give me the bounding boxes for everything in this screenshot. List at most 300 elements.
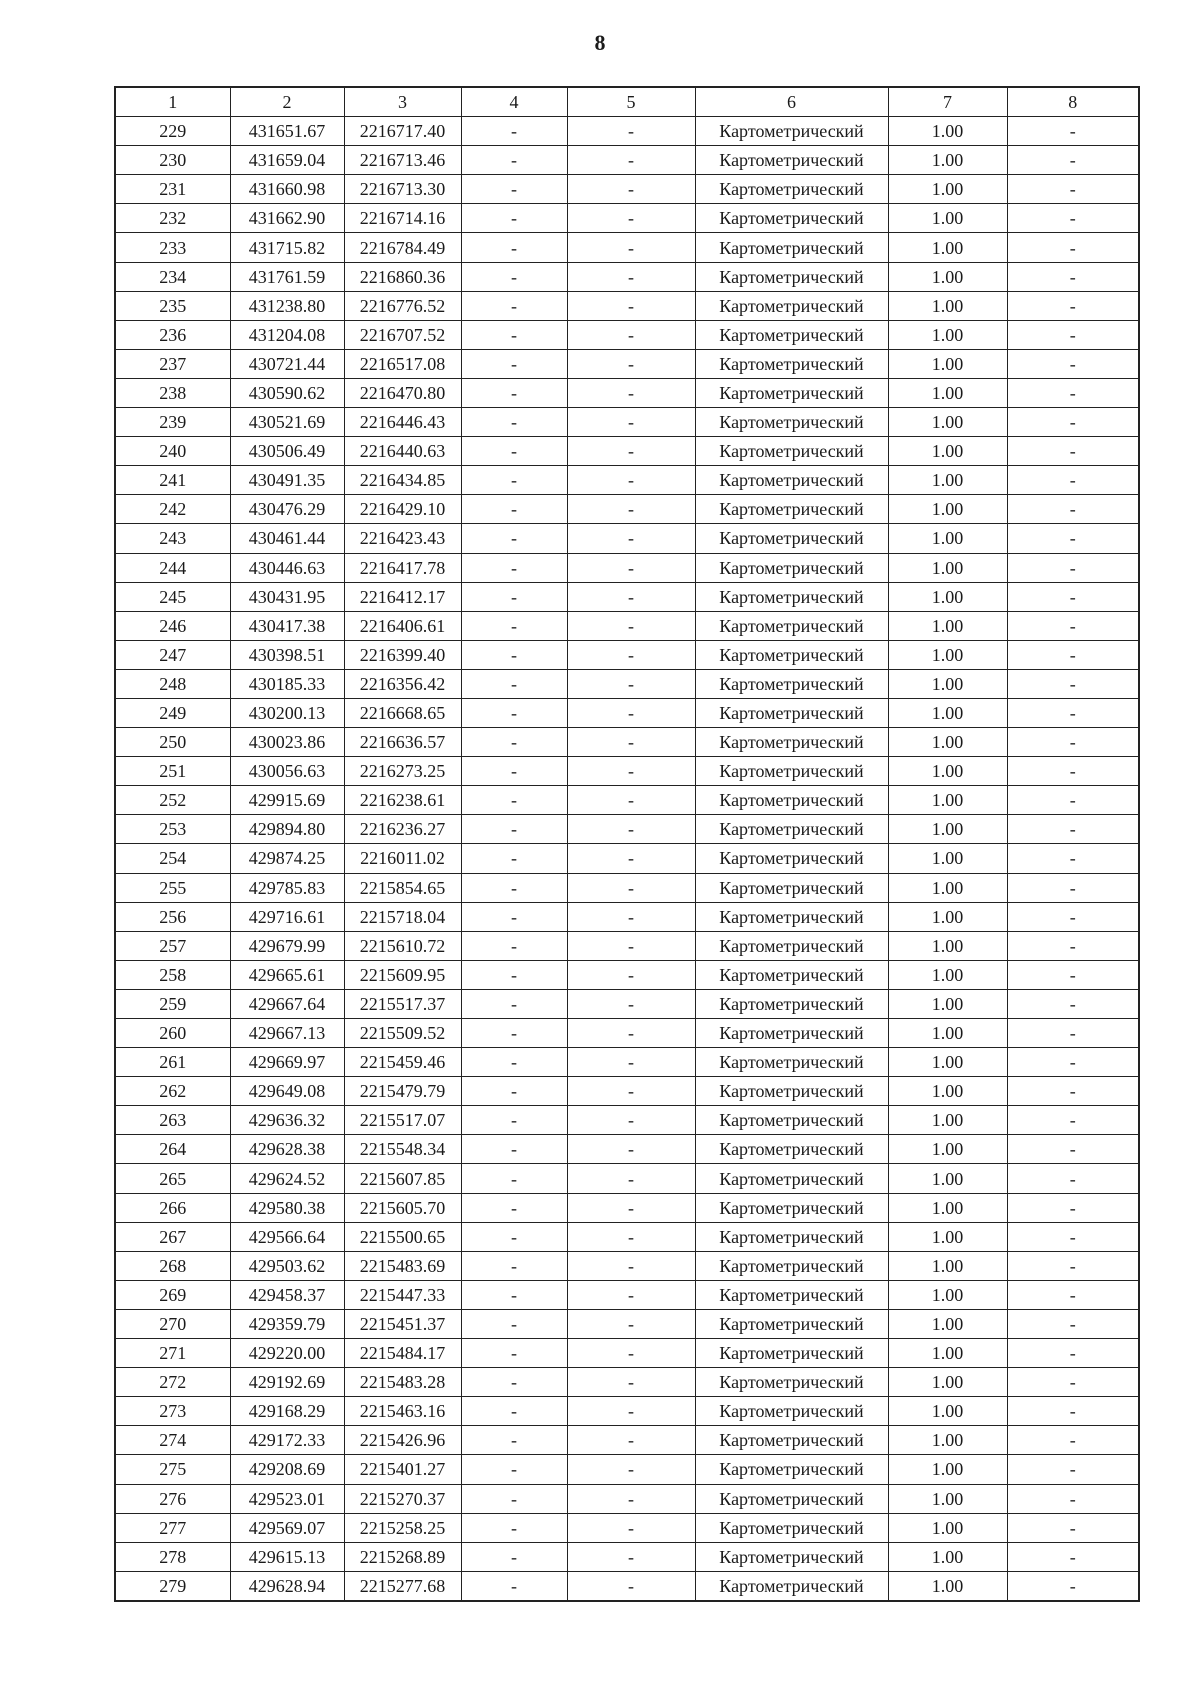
x-coordinate-cell: 431662.90 xyxy=(230,204,344,233)
col-4-value-cell: - xyxy=(461,1251,567,1280)
x-coordinate-cell: 429569.07 xyxy=(230,1513,344,1542)
point-number-cell: 229 xyxy=(115,117,230,146)
col-4-value-cell: - xyxy=(461,1135,567,1164)
y-coordinate-cell: 2215854.65 xyxy=(344,873,461,902)
col-4-value-cell: - xyxy=(461,1339,567,1368)
col-8-value-cell: - xyxy=(1007,1193,1139,1222)
point-number-cell: 230 xyxy=(115,146,230,175)
x-coordinate-cell: 431761.59 xyxy=(230,262,344,291)
x-coordinate-cell: 429915.69 xyxy=(230,786,344,815)
point-number-cell: 271 xyxy=(115,1339,230,1368)
col-4-value-cell: - xyxy=(461,1397,567,1426)
method-cell: Картометрический xyxy=(695,582,888,611)
y-coordinate-cell: 2215426.96 xyxy=(344,1426,461,1455)
column-header-6: 6 xyxy=(695,87,888,117)
col-4-value-cell: - xyxy=(461,320,567,349)
col-4-value-cell: - xyxy=(461,902,567,931)
method-cell: Картометрический xyxy=(695,1513,888,1542)
accuracy-cell: 1.00 xyxy=(888,902,1007,931)
table-row xyxy=(115,291,1139,320)
x-coordinate-cell: 430185.33 xyxy=(230,669,344,698)
table-row xyxy=(115,1455,1139,1484)
table-row xyxy=(115,669,1139,698)
y-coordinate-cell: 2216356.42 xyxy=(344,669,461,698)
method-cell: Картометрический xyxy=(695,320,888,349)
accuracy-cell: 1.00 xyxy=(888,786,1007,815)
point-number-cell: 276 xyxy=(115,1484,230,1513)
col-5-value-cell: - xyxy=(567,291,695,320)
table-row xyxy=(115,786,1139,815)
point-number-cell: 249 xyxy=(115,698,230,727)
table-row xyxy=(115,1048,1139,1077)
y-coordinate-cell: 2216776.52 xyxy=(344,291,461,320)
y-coordinate-cell: 2216412.17 xyxy=(344,582,461,611)
method-cell: Картометрический xyxy=(695,349,888,378)
point-number-cell: 254 xyxy=(115,844,230,873)
accuracy-cell: 1.00 xyxy=(888,960,1007,989)
table-row xyxy=(115,524,1139,553)
col-5-value-cell: - xyxy=(567,495,695,524)
col-8-value-cell: - xyxy=(1007,757,1139,786)
accuracy-cell: 1.00 xyxy=(888,1571,1007,1601)
col-8-value-cell: - xyxy=(1007,495,1139,524)
col-4-value-cell: - xyxy=(461,1426,567,1455)
point-number-cell: 247 xyxy=(115,640,230,669)
x-coordinate-cell: 430200.13 xyxy=(230,698,344,727)
table-row xyxy=(115,1513,1139,1542)
x-coordinate-cell: 431715.82 xyxy=(230,233,344,262)
accuracy-cell: 1.00 xyxy=(888,1280,1007,1309)
point-number-cell: 231 xyxy=(115,175,230,204)
method-cell: Картометрический xyxy=(695,844,888,873)
method-cell: Картометрический xyxy=(695,175,888,204)
col-4-value-cell: - xyxy=(461,262,567,291)
col-5-value-cell: - xyxy=(567,320,695,349)
col-4-value-cell: - xyxy=(461,989,567,1018)
col-8-value-cell: - xyxy=(1007,262,1139,291)
column-header-4: 4 xyxy=(461,87,567,117)
col-8-value-cell: - xyxy=(1007,117,1139,146)
accuracy-cell: 1.00 xyxy=(888,233,1007,262)
col-8-value-cell: - xyxy=(1007,408,1139,437)
accuracy-cell: 1.00 xyxy=(888,204,1007,233)
table-row xyxy=(115,640,1139,669)
x-coordinate-cell: 430476.29 xyxy=(230,495,344,524)
col-4-value-cell: - xyxy=(461,757,567,786)
point-number-cell: 267 xyxy=(115,1222,230,1251)
col-4-value-cell: - xyxy=(461,553,567,582)
y-coordinate-cell: 2215277.68 xyxy=(344,1571,461,1601)
y-coordinate-cell: 2216273.25 xyxy=(344,757,461,786)
x-coordinate-cell: 430023.86 xyxy=(230,728,344,757)
col-4-value-cell: - xyxy=(461,1542,567,1571)
point-number-cell: 258 xyxy=(115,960,230,989)
col-4-value-cell: - xyxy=(461,698,567,727)
col-5-value-cell: - xyxy=(567,1193,695,1222)
col-8-value-cell: - xyxy=(1007,931,1139,960)
col-4-value-cell: - xyxy=(461,873,567,902)
col-4-value-cell: - xyxy=(461,1193,567,1222)
y-coordinate-cell: 2215479.79 xyxy=(344,1077,461,1106)
accuracy-cell: 1.00 xyxy=(888,1251,1007,1280)
table-row xyxy=(115,1280,1139,1309)
col-4-value-cell: - xyxy=(461,117,567,146)
table-row xyxy=(115,378,1139,407)
col-5-value-cell: - xyxy=(567,1309,695,1338)
accuracy-cell: 1.00 xyxy=(888,1455,1007,1484)
x-coordinate-cell: 430461.44 xyxy=(230,524,344,553)
x-coordinate-cell: 430506.49 xyxy=(230,437,344,466)
point-number-cell: 241 xyxy=(115,466,230,495)
y-coordinate-cell: 2216417.78 xyxy=(344,553,461,582)
accuracy-cell: 1.00 xyxy=(888,1048,1007,1077)
table-row xyxy=(115,1542,1139,1571)
col-5-value-cell: - xyxy=(567,786,695,815)
col-8-value-cell: - xyxy=(1007,844,1139,873)
point-number-cell: 242 xyxy=(115,495,230,524)
method-cell: Картометрический xyxy=(695,786,888,815)
col-5-value-cell: - xyxy=(567,466,695,495)
table-row xyxy=(115,1222,1139,1251)
y-coordinate-cell: 2216011.02 xyxy=(344,844,461,873)
method-cell: Картометрический xyxy=(695,728,888,757)
y-coordinate-cell: 2215610.72 xyxy=(344,931,461,960)
column-header-7: 7 xyxy=(888,87,1007,117)
table-row xyxy=(115,1426,1139,1455)
col-8-value-cell: - xyxy=(1007,698,1139,727)
table-row xyxy=(115,1164,1139,1193)
x-coordinate-cell: 429208.69 xyxy=(230,1455,344,1484)
col-8-value-cell: - xyxy=(1007,1309,1139,1338)
table-row xyxy=(115,1339,1139,1368)
y-coordinate-cell: 2215607.85 xyxy=(344,1164,461,1193)
col-8-value-cell: - xyxy=(1007,1513,1139,1542)
col-8-value-cell: - xyxy=(1007,553,1139,582)
table-row xyxy=(115,1571,1139,1601)
accuracy-cell: 1.00 xyxy=(888,349,1007,378)
col-4-value-cell: - xyxy=(461,204,567,233)
col-8-value-cell: - xyxy=(1007,1135,1139,1164)
table-row xyxy=(115,117,1139,146)
y-coordinate-cell: 2216236.27 xyxy=(344,815,461,844)
col-4-value-cell: - xyxy=(461,786,567,815)
method-cell: Картометрический xyxy=(695,757,888,786)
col-8-value-cell: - xyxy=(1007,728,1139,757)
method-cell: Картометрический xyxy=(695,1135,888,1164)
col-4-value-cell: - xyxy=(461,1077,567,1106)
y-coordinate-cell: 2215268.89 xyxy=(344,1542,461,1571)
point-number-cell: 237 xyxy=(115,349,230,378)
accuracy-cell: 1.00 xyxy=(888,466,1007,495)
col-5-value-cell: - xyxy=(567,1106,695,1135)
accuracy-cell: 1.00 xyxy=(888,1193,1007,1222)
col-5-value-cell: - xyxy=(567,1455,695,1484)
x-coordinate-cell: 430521.69 xyxy=(230,408,344,437)
col-4-value-cell: - xyxy=(461,728,567,757)
y-coordinate-cell: 2216668.65 xyxy=(344,698,461,727)
accuracy-cell: 1.00 xyxy=(888,757,1007,786)
col-8-value-cell: - xyxy=(1007,1106,1139,1135)
y-coordinate-cell: 2215483.28 xyxy=(344,1368,461,1397)
col-4-value-cell: - xyxy=(461,437,567,466)
point-number-cell: 256 xyxy=(115,902,230,931)
table-row xyxy=(115,175,1139,204)
y-coordinate-cell: 2216440.63 xyxy=(344,437,461,466)
col-4-value-cell: - xyxy=(461,291,567,320)
col-4-value-cell: - xyxy=(461,233,567,262)
point-number-cell: 273 xyxy=(115,1397,230,1426)
point-number-cell: 243 xyxy=(115,524,230,553)
accuracy-cell: 1.00 xyxy=(888,1019,1007,1048)
y-coordinate-cell: 2215258.25 xyxy=(344,1513,461,1542)
col-8-value-cell: - xyxy=(1007,1397,1139,1426)
col-8-value-cell: - xyxy=(1007,989,1139,1018)
col-8-value-cell: - xyxy=(1007,611,1139,640)
point-number-cell: 270 xyxy=(115,1309,230,1338)
col-8-value-cell: - xyxy=(1007,582,1139,611)
col-4-value-cell: - xyxy=(461,815,567,844)
table-row xyxy=(115,1193,1139,1222)
table-row xyxy=(115,611,1139,640)
y-coordinate-cell: 2215718.04 xyxy=(344,902,461,931)
method-cell: Картометрический xyxy=(695,1339,888,1368)
accuracy-cell: 1.00 xyxy=(888,989,1007,1018)
x-coordinate-cell: 429665.61 xyxy=(230,960,344,989)
y-coordinate-cell: 2216429.10 xyxy=(344,495,461,524)
table-row xyxy=(115,262,1139,291)
col-8-value-cell: - xyxy=(1007,1455,1139,1484)
col-5-value-cell: - xyxy=(567,1484,695,1513)
y-coordinate-cell: 2216636.57 xyxy=(344,728,461,757)
accuracy-cell: 1.00 xyxy=(888,815,1007,844)
method-cell: Картометрический xyxy=(695,204,888,233)
x-coordinate-cell: 429566.64 xyxy=(230,1222,344,1251)
table-row xyxy=(115,146,1139,175)
x-coordinate-cell: 430056.63 xyxy=(230,757,344,786)
y-coordinate-cell: 2215483.69 xyxy=(344,1251,461,1280)
y-coordinate-cell: 2215517.37 xyxy=(344,989,461,1018)
method-cell: Картометрический xyxy=(695,1397,888,1426)
col-8-value-cell: - xyxy=(1007,378,1139,407)
x-coordinate-cell: 430431.95 xyxy=(230,582,344,611)
col-5-value-cell: - xyxy=(567,728,695,757)
y-coordinate-cell: 2216406.61 xyxy=(344,611,461,640)
col-5-value-cell: - xyxy=(567,611,695,640)
accuracy-cell: 1.00 xyxy=(888,669,1007,698)
accuracy-cell: 1.00 xyxy=(888,698,1007,727)
accuracy-cell: 1.00 xyxy=(888,262,1007,291)
y-coordinate-cell: 2215509.52 xyxy=(344,1019,461,1048)
col-8-value-cell: - xyxy=(1007,1426,1139,1455)
accuracy-cell: 1.00 xyxy=(888,1426,1007,1455)
accuracy-cell: 1.00 xyxy=(888,1513,1007,1542)
table-body xyxy=(115,117,1139,1601)
col-5-value-cell: - xyxy=(567,1571,695,1601)
col-4-value-cell: - xyxy=(461,524,567,553)
y-coordinate-cell: 2216238.61 xyxy=(344,786,461,815)
method-cell: Картометрический xyxy=(695,1484,888,1513)
point-number-cell: 239 xyxy=(115,408,230,437)
method-cell: Картометрический xyxy=(695,931,888,960)
method-cell: Картометрический xyxy=(695,1426,888,1455)
x-coordinate-cell: 429458.37 xyxy=(230,1280,344,1309)
accuracy-cell: 1.00 xyxy=(888,1077,1007,1106)
y-coordinate-cell: 2216714.16 xyxy=(344,204,461,233)
table-row xyxy=(115,233,1139,262)
method-cell: Картометрический xyxy=(695,117,888,146)
col-8-value-cell: - xyxy=(1007,1542,1139,1571)
x-coordinate-cell: 429172.33 xyxy=(230,1426,344,1455)
table-row xyxy=(115,1309,1139,1338)
y-coordinate-cell: 2216423.43 xyxy=(344,524,461,553)
col-4-value-cell: - xyxy=(461,1048,567,1077)
y-coordinate-cell: 2216717.40 xyxy=(344,117,461,146)
method-cell: Картометрический xyxy=(695,1571,888,1601)
col-8-value-cell: - xyxy=(1007,960,1139,989)
col-5-value-cell: - xyxy=(567,117,695,146)
y-coordinate-cell: 2215447.33 xyxy=(344,1280,461,1309)
col-5-value-cell: - xyxy=(567,1426,695,1455)
col-8-value-cell: - xyxy=(1007,1368,1139,1397)
point-number-cell: 240 xyxy=(115,437,230,466)
col-8-value-cell: - xyxy=(1007,1280,1139,1309)
col-8-value-cell: - xyxy=(1007,466,1139,495)
point-number-cell: 248 xyxy=(115,669,230,698)
x-coordinate-cell: 429785.83 xyxy=(230,873,344,902)
col-5-value-cell: - xyxy=(567,378,695,407)
col-4-value-cell: - xyxy=(461,669,567,698)
method-cell: Картометрический xyxy=(695,437,888,466)
x-coordinate-cell: 429894.80 xyxy=(230,815,344,844)
col-5-value-cell: - xyxy=(567,437,695,466)
method-cell: Картометрический xyxy=(695,524,888,553)
table-row xyxy=(115,204,1139,233)
accuracy-cell: 1.00 xyxy=(888,1542,1007,1571)
accuracy-cell: 1.00 xyxy=(888,1309,1007,1338)
table-row xyxy=(115,1251,1139,1280)
y-coordinate-cell: 2215459.46 xyxy=(344,1048,461,1077)
method-cell: Картометрический xyxy=(695,1280,888,1309)
accuracy-cell: 1.00 xyxy=(888,1135,1007,1164)
col-5-value-cell: - xyxy=(567,175,695,204)
y-coordinate-cell: 2216470.80 xyxy=(344,378,461,407)
x-coordinate-cell: 430417.38 xyxy=(230,611,344,640)
col-5-value-cell: - xyxy=(567,146,695,175)
col-8-value-cell: - xyxy=(1007,1019,1139,1048)
col-4-value-cell: - xyxy=(461,408,567,437)
col-5-value-cell: - xyxy=(567,844,695,873)
col-8-value-cell: - xyxy=(1007,233,1139,262)
table-header xyxy=(115,87,1139,117)
y-coordinate-cell: 2215463.16 xyxy=(344,1397,461,1426)
method-cell: Картометрический xyxy=(695,873,888,902)
column-header-8: 8 xyxy=(1007,87,1139,117)
col-5-value-cell: - xyxy=(567,960,695,989)
col-5-value-cell: - xyxy=(567,1019,695,1048)
point-number-cell: 251 xyxy=(115,757,230,786)
table-row xyxy=(115,495,1139,524)
x-coordinate-cell: 431660.98 xyxy=(230,175,344,204)
point-number-cell: 252 xyxy=(115,786,230,815)
col-5-value-cell: - xyxy=(567,757,695,786)
col-4-value-cell: - xyxy=(461,931,567,960)
point-number-cell: 262 xyxy=(115,1077,230,1106)
accuracy-cell: 1.00 xyxy=(888,1164,1007,1193)
col-5-value-cell: - xyxy=(567,815,695,844)
col-4-value-cell: - xyxy=(461,1455,567,1484)
col-4-value-cell: - xyxy=(461,466,567,495)
col-4-value-cell: - xyxy=(461,1106,567,1135)
point-number-cell: 278 xyxy=(115,1542,230,1571)
col-5-value-cell: - xyxy=(567,582,695,611)
column-header-1: 1 xyxy=(115,87,230,117)
coordinates-table xyxy=(114,86,1140,1602)
method-cell: Картометрический xyxy=(695,408,888,437)
method-cell: Картометрический xyxy=(695,669,888,698)
y-coordinate-cell: 2216784.49 xyxy=(344,233,461,262)
method-cell: Картометрический xyxy=(695,233,888,262)
method-cell: Картометрический xyxy=(695,1164,888,1193)
point-number-cell: 253 xyxy=(115,815,230,844)
col-8-value-cell: - xyxy=(1007,1339,1139,1368)
table-row xyxy=(115,1019,1139,1048)
accuracy-cell: 1.00 xyxy=(888,553,1007,582)
col-5-value-cell: - xyxy=(567,1368,695,1397)
col-8-value-cell: - xyxy=(1007,291,1139,320)
accuracy-cell: 1.00 xyxy=(888,495,1007,524)
point-number-cell: 250 xyxy=(115,728,230,757)
method-cell: Картометрический xyxy=(695,1048,888,1077)
accuracy-cell: 1.00 xyxy=(888,931,1007,960)
col-5-value-cell: - xyxy=(567,1397,695,1426)
col-8-value-cell: - xyxy=(1007,1571,1139,1601)
column-header-2: 2 xyxy=(230,87,344,117)
accuracy-cell: 1.00 xyxy=(888,640,1007,669)
table-row xyxy=(115,728,1139,757)
x-coordinate-cell: 429636.32 xyxy=(230,1106,344,1135)
col-8-value-cell: - xyxy=(1007,437,1139,466)
point-number-cell: 277 xyxy=(115,1513,230,1542)
point-number-cell: 257 xyxy=(115,931,230,960)
table-row xyxy=(115,1135,1139,1164)
table-row xyxy=(115,1077,1139,1106)
y-coordinate-cell: 2216860.36 xyxy=(344,262,461,291)
col-8-value-cell: - xyxy=(1007,1222,1139,1251)
col-4-value-cell: - xyxy=(461,146,567,175)
x-coordinate-cell: 429624.52 xyxy=(230,1164,344,1193)
point-number-cell: 263 xyxy=(115,1106,230,1135)
point-number-cell: 275 xyxy=(115,1455,230,1484)
x-coordinate-cell: 429580.38 xyxy=(230,1193,344,1222)
col-8-value-cell: - xyxy=(1007,320,1139,349)
col-4-value-cell: - xyxy=(461,1513,567,1542)
col-4-value-cell: - xyxy=(461,640,567,669)
point-number-cell: 268 xyxy=(115,1251,230,1280)
y-coordinate-cell: 2216434.85 xyxy=(344,466,461,495)
accuracy-cell: 1.00 xyxy=(888,873,1007,902)
accuracy-cell: 1.00 xyxy=(888,117,1007,146)
point-number-cell: 244 xyxy=(115,553,230,582)
point-number-cell: 235 xyxy=(115,291,230,320)
table-row xyxy=(115,873,1139,902)
x-coordinate-cell: 431659.04 xyxy=(230,146,344,175)
y-coordinate-cell: 2216517.08 xyxy=(344,349,461,378)
col-5-value-cell: - xyxy=(567,1135,695,1164)
col-5-value-cell: - xyxy=(567,902,695,931)
method-cell: Картометрический xyxy=(695,1309,888,1338)
method-cell: Картометрический xyxy=(695,640,888,669)
column-header-3: 3 xyxy=(344,87,461,117)
